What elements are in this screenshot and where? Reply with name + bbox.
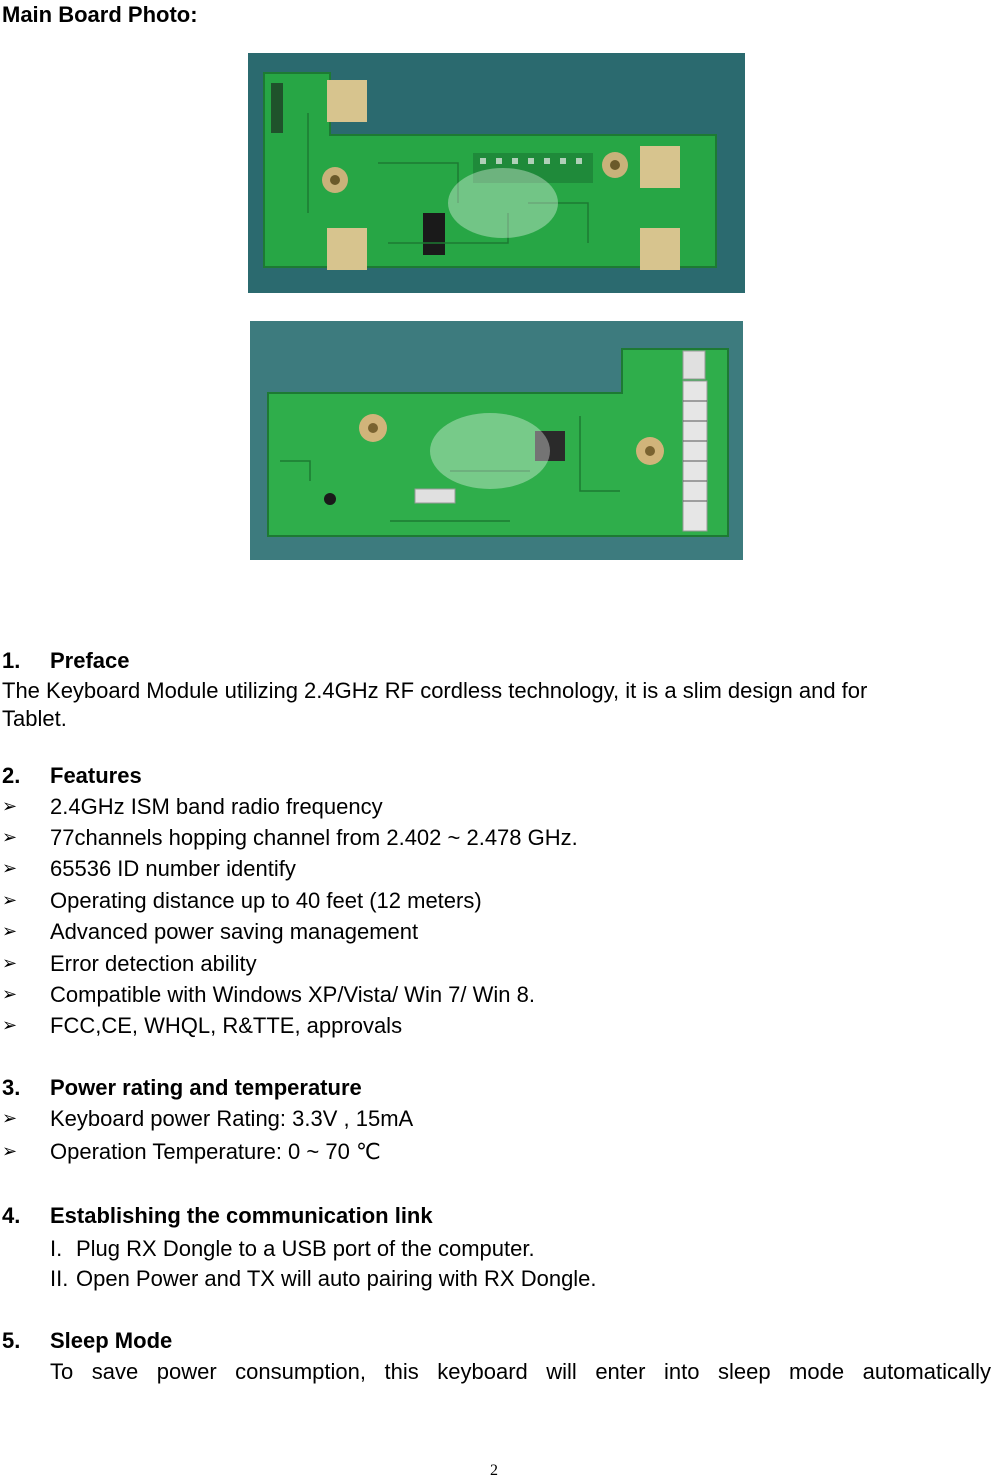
- feature-text: Advanced power saving management: [50, 919, 419, 944]
- list-item: [0, 856, 993, 882]
- bullet-arrow-icon: ➢: [2, 1108, 18, 1129]
- circuit-board-graphic: [248, 53, 745, 293]
- list-item: [0, 1139, 993, 1165]
- sleep-heading: Sleep Mode: [50, 1328, 173, 1353]
- feature-text: FCC,CE, WHQL, R&TTE, approvals: [50, 1013, 403, 1038]
- link-heading: Establishing the communication link: [50, 1203, 433, 1228]
- list-item: [0, 888, 993, 914]
- bullet-arrow-icon: ➢: [2, 1141, 18, 1162]
- preface-text-line-2: Tablet.: [2, 706, 67, 731]
- sleep-number: 5.: [2, 1328, 21, 1353]
- list-item: [50, 1236, 535, 1262]
- feature-text: Operating distance up to 40 feet (12 meters): [50, 888, 482, 913]
- list-item: [0, 794, 993, 820]
- power-text: Operation Temperature: 0 ~ 70 ℃: [50, 1139, 381, 1164]
- list-item: [0, 1106, 993, 1132]
- list-item: [0, 919, 993, 945]
- bullet-arrow-icon: ➢: [2, 921, 18, 942]
- feature-text: 77channels hopping channel from 2.402 ~ 2.478 GHz.: [50, 825, 578, 850]
- feature-text: Error detection ability: [50, 951, 257, 976]
- preface-heading: Preface: [50, 648, 130, 673]
- preface-text-line-1: The Keyboard Module utilizing 2.4GHz RF cordless technology, it is a slim design and for: [2, 678, 868, 703]
- circuit-board-graphic: [250, 321, 743, 560]
- link-number: 4.: [2, 1203, 21, 1228]
- features-number: 2.: [2, 763, 21, 788]
- feature-text: Compatible with Windows XP/Vista/ Win 7/ Win 8.: [50, 982, 535, 1007]
- step-text: Open Power and TX will auto pairing with RX Dongle.: [76, 1266, 597, 1291]
- bullet-arrow-icon: ➢: [2, 984, 18, 1005]
- main-board-top-photo: [248, 53, 745, 293]
- features-heading: Features: [50, 763, 142, 788]
- list-item: [0, 982, 993, 1008]
- feature-text: 2.4GHz ISM band radio frequency: [50, 794, 383, 819]
- bullet-arrow-icon: ➢: [2, 858, 18, 879]
- main-board-bottom-photo: [250, 321, 743, 560]
- sleep-text-line-1: To save power consumption, this keyboard will enter into sleep mode automatically: [50, 1359, 991, 1384]
- step-text: Plug RX Dongle to a USB port of the computer.: [76, 1236, 535, 1261]
- step-marker: I.: [50, 1236, 63, 1261]
- bullet-arrow-icon: ➢: [2, 796, 18, 817]
- list-item: [0, 1013, 993, 1039]
- step-marker: II.: [50, 1266, 69, 1291]
- power-text: Keyboard power Rating: 3.3V , 15mA: [50, 1106, 414, 1131]
- bullet-arrow-icon: ➢: [2, 953, 18, 974]
- bullet-arrow-icon: ➢: [2, 827, 18, 848]
- power-number: 3.: [2, 1075, 21, 1100]
- page-title: Main Board Photo:: [2, 2, 198, 27]
- feature-text: 65536 ID number identify: [50, 856, 296, 881]
- bullet-arrow-icon: ➢: [2, 1015, 18, 1036]
- preface-number: 1.: [2, 648, 21, 673]
- power-heading: Power rating and temperature: [50, 1075, 362, 1100]
- page-number: 2: [490, 1462, 498, 1479]
- list-item: [50, 1266, 597, 1292]
- list-item: [0, 951, 993, 977]
- list-item: [0, 825, 993, 851]
- bullet-arrow-icon: ➢: [2, 890, 18, 911]
